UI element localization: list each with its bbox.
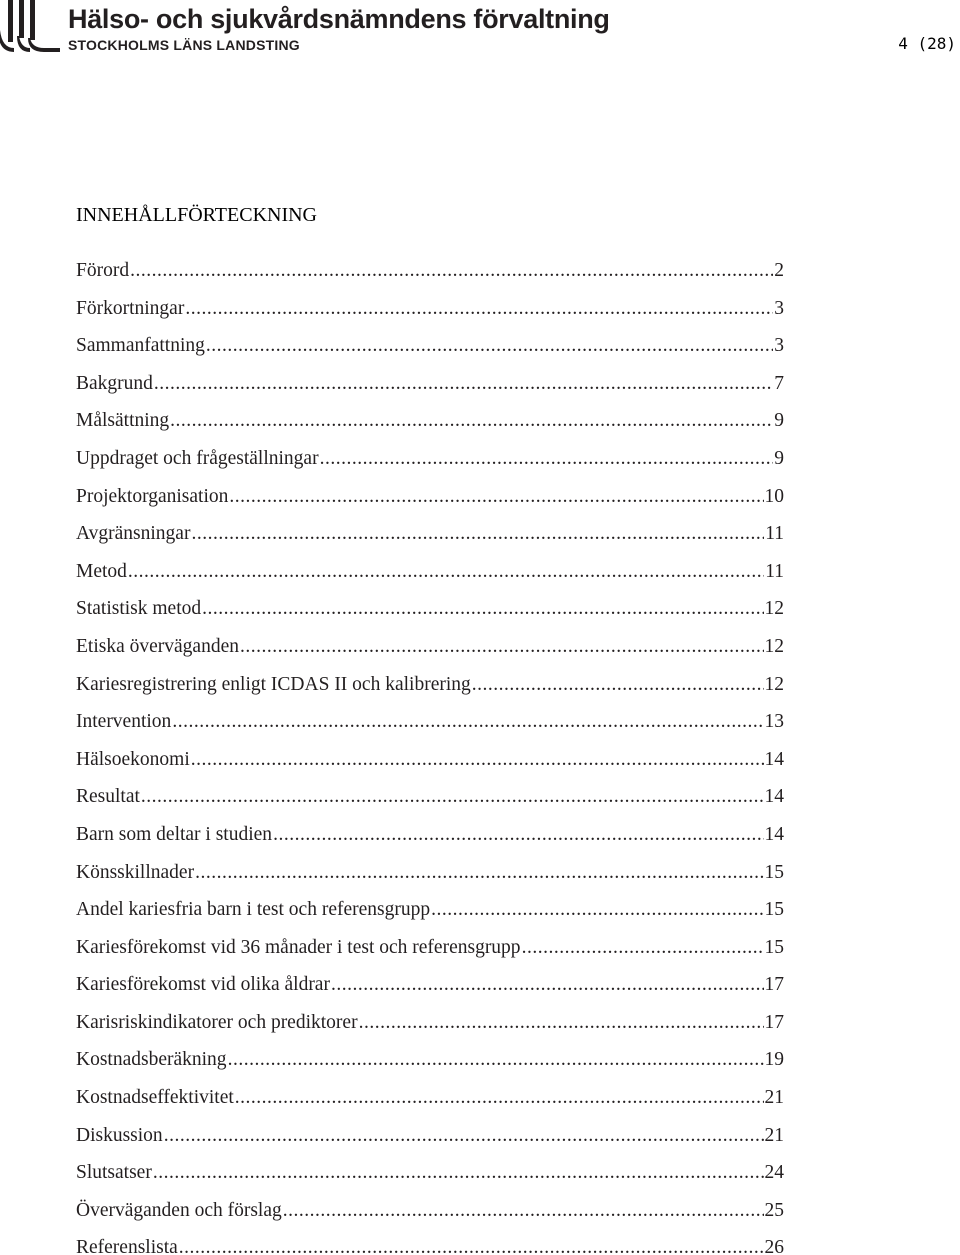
toc-entry-page[interactable]: 17 xyxy=(764,974,784,996)
toc-entry[interactable] xyxy=(76,816,784,854)
toc-entry-title[interactable]: Könsskillnader xyxy=(76,861,195,883)
toc-entry-page[interactable]: 7 xyxy=(774,372,784,394)
toc-entry-title[interactable]: Bakgrund xyxy=(76,372,153,394)
toc-entry-title[interactable]: Metod xyxy=(76,560,127,582)
toc-entry-page[interactable]: 2 xyxy=(774,260,784,281)
toc-entry[interactable] xyxy=(76,666,784,704)
toc-dot-leader xyxy=(206,327,773,365)
toc-entry-title[interactable]: Förkortningar xyxy=(76,297,185,319)
page-number: 4 (28) xyxy=(898,34,956,53)
organization-subtitle: STOCKHOLMS LÄNS LANDSTING xyxy=(68,37,300,53)
toc-entry[interactable] xyxy=(76,1154,784,1192)
toc-entry-page[interactable]: 15 xyxy=(764,936,784,958)
organization-name: Hälso- och sjukvårdsnämndens förvaltning xyxy=(68,4,610,34)
toc-entry-title[interactable]: Kariesförekomst vid 36 månader i test och referensgrupp xyxy=(76,936,521,958)
toc-entry[interactable] xyxy=(76,553,784,591)
toc-entry[interactable] xyxy=(76,1192,784,1230)
toc-entry-page[interactable]: 9 xyxy=(774,410,784,432)
toc-dot-leader xyxy=(235,1079,764,1117)
toc-entry-title[interactable]: Barn som deltar i studien xyxy=(76,823,273,845)
toc-entry[interactable] xyxy=(76,1229,784,1255)
toc-entry[interactable] xyxy=(76,402,784,440)
toc-entry-page[interactable]: 14 xyxy=(764,748,784,770)
toc-entry[interactable] xyxy=(76,891,784,929)
toc-entry[interactable] xyxy=(76,478,784,516)
toc-entry[interactable] xyxy=(76,703,784,741)
toc-dot-leader xyxy=(431,891,763,929)
toc-dot-leader xyxy=(240,628,764,666)
toc-entry-title[interactable]: Karisriskindikatorer och prediktorer xyxy=(76,1011,358,1033)
toc-entry-title[interactable]: Överväganden och förslag xyxy=(76,1199,282,1221)
toc-dot-leader xyxy=(359,1004,764,1042)
toc-heading: INNEHÅLLFÖRTECKNING xyxy=(76,204,317,226)
toc-entry-title[interactable]: Sammanfattning xyxy=(76,335,205,357)
toc-dot-leader xyxy=(202,590,763,628)
toc-entry-title[interactable]: Projektorganisation xyxy=(76,485,229,507)
toc-dot-leader xyxy=(331,966,764,1004)
toc-entry[interactable] xyxy=(76,1041,784,1079)
toc-entry-title[interactable]: Slutsatser xyxy=(76,1162,152,1184)
toc-entry-title[interactable]: Diskussion xyxy=(76,1124,163,1146)
toc-entry[interactable] xyxy=(76,966,784,1004)
sll-logo-icon xyxy=(0,0,62,52)
toc-entry-page[interactable]: 12 xyxy=(764,635,784,657)
toc-entry-page[interactable]: 26 xyxy=(764,1237,784,1255)
toc-entry-title[interactable]: Andel kariesfria barn i test och referensgrupp xyxy=(76,899,431,921)
toc-dot-leader xyxy=(229,478,763,516)
toc-entry-title[interactable]: Förord xyxy=(76,260,130,281)
toc-entry-title[interactable]: Hälsoekonomi xyxy=(76,748,190,770)
toc-dot-leader xyxy=(128,553,764,591)
toc-entry-title[interactable]: Kariesförekomst vid olika åldrar xyxy=(76,974,330,996)
toc-entry[interactable] xyxy=(76,628,784,666)
toc-dot-leader xyxy=(164,1117,764,1155)
toc-entry-page[interactable]: 3 xyxy=(774,335,784,357)
toc-entry[interactable] xyxy=(76,290,784,328)
toc-entry-title[interactable]: Statistisk metod xyxy=(76,598,202,620)
toc-entry-page[interactable]: 9 xyxy=(774,447,784,469)
toc-entry-page[interactable]: 11 xyxy=(765,523,784,545)
toc-entry-page[interactable]: 14 xyxy=(764,823,784,845)
toc-entry[interactable] xyxy=(76,365,784,403)
toc-entry-title[interactable]: Intervention xyxy=(76,711,172,733)
toc-dot-leader xyxy=(172,703,763,741)
toc-dot-leader xyxy=(185,290,773,328)
toc-entry-page[interactable]: 10 xyxy=(764,485,784,507)
toc-list xyxy=(76,252,784,1255)
toc-dot-leader xyxy=(472,666,764,704)
toc-dot-leader xyxy=(228,1041,764,1079)
toc-entry-page[interactable]: 14 xyxy=(764,786,784,808)
toc-dot-leader xyxy=(179,1229,764,1255)
toc-entry-page[interactable]: 13 xyxy=(764,711,784,733)
toc-dot-leader xyxy=(522,929,764,967)
toc-entry-title[interactable]: Etiska överväganden xyxy=(76,635,239,657)
toc-entry-page[interactable]: 12 xyxy=(764,673,784,695)
toc-dot-leader xyxy=(170,402,773,440)
toc-entry-page[interactable]: 25 xyxy=(764,1199,784,1221)
toc-entry-title[interactable]: Kostnadseffektivitet xyxy=(76,1087,234,1109)
toc-dot-leader xyxy=(141,778,764,816)
toc-entry-page[interactable]: 11 xyxy=(765,560,784,582)
toc-entry-page[interactable]: 21 xyxy=(764,1124,784,1146)
toc-entry-page[interactable]: 24 xyxy=(764,1162,784,1184)
toc-entry[interactable] xyxy=(76,929,784,967)
toc-entry-title[interactable]: Kariesregistrering enligt ICDAS II och kalibrering xyxy=(76,673,471,695)
toc-entry[interactable] xyxy=(76,1004,784,1042)
toc-dot-leader xyxy=(130,252,773,290)
toc-dot-leader xyxy=(320,440,774,478)
toc-entry-title[interactable]: Avgränsningar xyxy=(76,523,191,545)
toc-entry[interactable] xyxy=(76,854,784,892)
toc-entry-title[interactable]: Resultat xyxy=(76,786,140,808)
toc-entry[interactable] xyxy=(76,741,784,779)
toc-dot-leader xyxy=(153,1154,764,1192)
toc-entry-page[interactable]: 3 xyxy=(774,297,784,319)
toc-entry[interactable] xyxy=(76,252,784,290)
toc-entry[interactable] xyxy=(76,440,784,478)
toc-entry[interactable] xyxy=(76,327,784,365)
toc-entry-page[interactable]: 17 xyxy=(764,1011,784,1033)
toc-dot-leader xyxy=(273,816,763,854)
toc-entry-page[interactable]: 15 xyxy=(764,861,784,883)
toc-entry[interactable] xyxy=(76,590,784,628)
toc-dot-leader xyxy=(191,515,764,553)
toc-entry[interactable] xyxy=(76,515,784,553)
toc-entry-title[interactable]: Målsättning xyxy=(76,410,170,432)
toc-dot-leader xyxy=(283,1192,764,1230)
toc-entry-page[interactable]: 21 xyxy=(764,1087,784,1109)
toc-entry-page[interactable]: 15 xyxy=(764,899,784,921)
toc-entry-page[interactable]: 19 xyxy=(764,1049,784,1071)
toc-entry-page[interactable]: 12 xyxy=(764,598,784,620)
toc-dot-leader xyxy=(154,365,773,403)
toc-entry-title[interactable]: Kostnadsberäkning xyxy=(76,1049,227,1071)
toc-entry[interactable] xyxy=(76,1079,784,1117)
toc-entry[interactable] xyxy=(76,1117,784,1155)
toc-entry-title[interactable]: Uppdraget och frågeställningar xyxy=(76,447,319,469)
toc-entry[interactable] xyxy=(76,778,784,816)
toc-entry-title[interactable]: Referenslista xyxy=(76,1237,178,1255)
toc-dot-leader xyxy=(195,854,763,892)
toc-dot-leader xyxy=(191,741,764,779)
